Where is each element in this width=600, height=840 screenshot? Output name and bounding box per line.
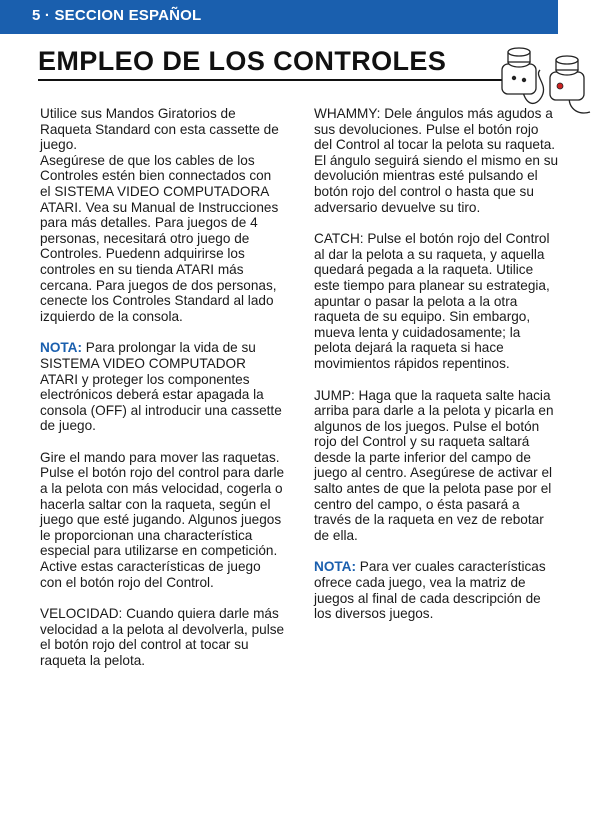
page-title: EMPLEO DE LOS CONTROLES <box>38 46 447 76</box>
nota-paragraph-right <box>314 559 559 621</box>
title-rule <box>38 79 506 81</box>
whammy-paragraph: WHAMMY: Dele ángulos más agudos a sus devoluciones. Pulse el botón rojo del Control al tocar la pelota su raqueta. El ángulo seguirá siendo el mismo en su devolución mientras esté pulsando el botón rojo del control o hasta que su adversario devuelve su tiro. <box>314 106 559 215</box>
nota-paragraph <box>40 340 285 434</box>
nota-text: Para ver cuales características ofrece cada juego, vea la matriz de juegos al final de cada descripción de los diversos juegos. <box>314 559 546 622</box>
jump-paragraph: JUMP: Haga que la raqueta salte hacia arriba para darle a la pelota y picarla en algunos de los juegos. Pulse el botón rojo del Control y su raqueta saltará desde la parte inferior del campo de juego al centro. Asegúrese de activar el salto antes de que la pelota pase por el centro del campo, o ésta pasará a través de la raqueta en vez de rebotar de ella. <box>314 387 554 543</box>
catch-paragraph: CATCH: Pulse el botón rojo del Control al dar la pelota a su raqueta, y aquella quedará pegada a la raqueta. Utilice este tiempo para planear su estrategia, apuntar o pasar la pelota a la otra raqueta de su equipo. Sin embargo, mueva lenta y cuidadosamente; la pelota dejará la raqueta si hace movimientos rápidos repentinos. <box>314 231 550 371</box>
right-column <box>314 106 559 638</box>
nota-text: Para prolongar la vida de su SISTEMA VIDEO COMPUTADOR ATARI y proteger los componentes electrónicos deberá estar apagada la consola (OFF) al introducir una cassette de juego. <box>40 340 282 434</box>
section-label: 5 · SECCION ESPAÑOL <box>32 7 202 24</box>
left-column <box>40 106 285 685</box>
control-paragraph: Gire el mando para mover las raquetas. Pulse el botón rojo del control para darle a la pelota con más velocidad, cogerla o hacerla saltar con la raqueta, según el juego que esté jugando. Algunos juegos le proporcionan una characterística especial para utilizarse en competición. Active estas características de juego con el botón rojo del Control. <box>40 449 285 590</box>
intro-paragraph: Utilice sus Mandos Giratorios de Raqueta Standard con esta cassette de juego. <box>40 106 279 153</box>
section-header-band <box>0 0 558 34</box>
connection-paragraph: Asegúrese de que los cables de los Controles estén bien connectados con el SISTEMA VIDEO COMPUTADORA ATARI. Vea su Manual de Instrucciones para más detalles. Para juegos de 4 personas, necesitará otro juego de Controles. Puedenn adquirirse los controles en su tienda ATARI más cercana. Para juegos de dos personas, cenecte los Controles Standard al lado izquierdo de la consola. <box>40 152 279 324</box>
nota-label: NOTA: <box>40 340 83 356</box>
nota-label: NOTA: <box>314 559 357 575</box>
velocidad-paragraph: VELOCIDAD: Cuando quiera darle más velocidad a la pelota al devolverla, pulse el botón rojo del control at tocar su raqueta la pelota. <box>40 606 285 668</box>
